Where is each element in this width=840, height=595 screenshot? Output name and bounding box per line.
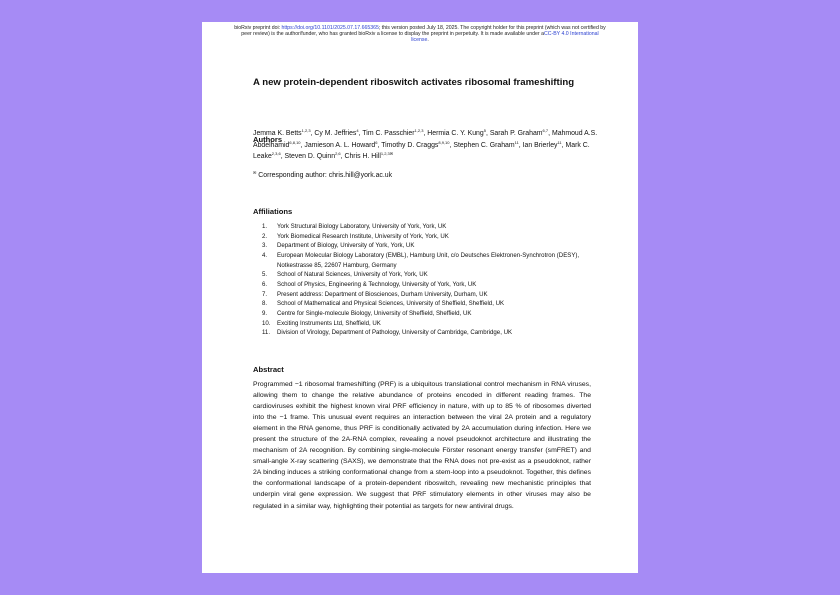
- author-name: Mark C. Leake: [253, 141, 590, 160]
- author-affiliation-marker: 11: [557, 139, 562, 145]
- author-name: Hermia C. Y. Kung: [427, 130, 484, 137]
- affiliation-item: [262, 232, 592, 242]
- author-affiliation-marker: 4: [356, 128, 359, 133]
- affiliation-text: Centre for Single-molecule Biology, University of Sheffield, Sheffield, UK: [277, 309, 472, 317]
- affiliation-number: 1.: [262, 223, 268, 230]
- affiliation-item: [262, 309, 592, 319]
- affiliation-item: [262, 241, 592, 251]
- affiliation-number: 2.: [262, 232, 268, 240]
- affiliation-text: Exciting Instruments Ltd, Sheffield, UK: [277, 319, 381, 327]
- abstract-heading: Abstract: [253, 365, 284, 374]
- affiliation-item: [262, 290, 592, 300]
- affiliation-item: [262, 222, 592, 232]
- author-name: Ian Brierley: [522, 141, 558, 149]
- author-affiliation-marker: 11: [514, 139, 519, 145]
- doi-link[interactable]: https://doi.org/10.1101/2025.07.17.665365: [281, 25, 379, 31]
- author-affiliation-marker: 6: [375, 139, 378, 145]
- affiliation-number: 3.: [262, 242, 268, 250]
- banner-text: ; this version posted July 18, 2025. The copyright holder for this preprint (which was not certified by peer review) is the author/funder, who has granted bioRxiv a license to display the preprint in perpetuity. It is made available under a: [241, 25, 606, 37]
- license-link[interactable]: CC-BY 4.0 International license: [411, 31, 599, 43]
- affiliation-text: Present address: Department of Biosciences, Durham University, Durham, UK: [277, 290, 488, 298]
- author-list: Jemma K. Betts$^{1,2,3}$, Cy M. Jeffries$^4$, Tim C. Passchier$^{1,2,3}$, Hermia C. Y. Kung$^5$, Sarah P. Graham$^{6,7}$, Mahmoud A.S. Abdelhamid$^{6,8,10}$, Jamieson A. L. Howard$^6$, Timothy D. Craggs$^{8,9,10}$, Stephen C. Graham$^{11}$, Ian Brierley$^{11}$, Mark C. Leake$^{2,3,6}$, Steven D. Quinn$^{2,6}$, Chris H. Hill$^{1,2,3✉}$: [253, 128, 598, 160]
- author-affiliation-marker: 2,3,6: [271, 151, 281, 156]
- affiliation-number: 11.: [262, 329, 271, 337]
- affiliation-item: [262, 270, 592, 280]
- banner-text: .: [427, 37, 429, 43]
- author-name: Mahmoud A.S. Abdelhamid: [253, 130, 598, 149]
- author-name: Jemma K. Betts: [253, 130, 302, 137]
- envelope-icon: ✉: [253, 170, 257, 175]
- affiliation-text: School of Physics, Engineering & Technology, University of York, York, UK: [277, 280, 477, 288]
- affiliation-list: [262, 222, 592, 338]
- affiliation-item: [262, 251, 592, 270]
- author-affiliation-marker: 6,7: [542, 128, 549, 133]
- authors-heading: Authors: [253, 135, 283, 144]
- affiliation-text: School of Mathematical and Physical Sciences, University of Sheffield, Sheffield, UK: [277, 300, 505, 308]
- author-name: Steven D. Quinn: [284, 153, 336, 160]
- abstract-text: Programmed −1 ribosomal frameshifting (PRF) is a ubiquitous translational control mechanism in RNA viruses, allowing them to change the relative abundance of proteins encoded in different reading frames. The cardioviruses exhibit the highest known viral PRF efficiency in nature, with up to 85 % of ribosomes diverted into the −1 frame. This unusual event requires an interaction between the viral 2A protein and a regulatory element in the RNA genome, thus PRF is conditionally activated by 2A accumulation during infection. Here we present the structure of the 2A-RNA complex, revealing a novel pseudoknot architecture and illustrating the mechanism of 2A recognition. By combining single-molecule Förster resonant energy transfer (smFRET) and small-angle X-ray scattering (SAXS), we demonstrate that the RNA does not pre-exist as a pseudoknot, rather 2A binding induces a striking conformational change from a stem-loop into a pseudoknot. Together, this defines the conformational landscape of a protein-dependent riboswitch, revealing new mechanistic principles that underpin viral gene expression. We suggest that PRF stimulatory elements in other viruses may also be regulated in a similar way, highlighting their potential as targets for new antiviral drugs.: [253, 381, 591, 510]
- affiliation-text: European Molecular Biology Laboratory (EMBL), Hamburg Unit, c/o Deutsches Elektronen-Synchrotron (DESY), Notkestrasse 85, 22607 Hamburg, Germany: [277, 251, 580, 269]
- author-affiliation-marker: 1,2,3: [414, 128, 424, 133]
- affiliation-item: [262, 319, 592, 329]
- affiliation-number: 10.: [262, 319, 271, 327]
- author-name: Tim C. Passchier: [362, 130, 415, 137]
- author-affiliation-marker: 2,6: [335, 151, 341, 156]
- corresponding-author: [253, 171, 593, 180]
- corresponding-text: Corresponding author: chris.hill@york.ac.uk: [256, 172, 393, 179]
- affiliation-number: 8.: [262, 300, 268, 308]
- author-affiliation-marker: 8,9,10: [438, 139, 450, 145]
- author-affiliation-marker: 6,8,10: [289, 139, 301, 145]
- author-name: Stephen C. Graham: [453, 141, 515, 149]
- affiliation-text: York Biomedical Research Institute, University of York, York, UK: [277, 232, 449, 240]
- affiliation-number: 7.: [262, 290, 268, 298]
- affiliation-item: [262, 280, 592, 290]
- affiliation-number: 9.: [262, 309, 268, 317]
- author-name: Cy M. Jeffries: [314, 130, 357, 137]
- author-affiliation-marker: 1,2,3: [301, 128, 311, 133]
- paper-title: A new protein-dependent riboswitch activates ribosomal frameshifting: [253, 77, 575, 88]
- affiliation-text: York Structural Biology Laboratory, University of York, York, UK: [277, 223, 447, 230]
- preprint-page: [202, 22, 638, 573]
- author-name: Sarah P. Graham: [489, 130, 543, 137]
- affiliation-number: 6.: [262, 280, 268, 288]
- affiliation-text: Division of Virology, Department of Pathology, University of Cambridge, Cambridge, UK: [277, 329, 513, 337]
- preprint-banner: [232, 25, 608, 43]
- affiliation-number: 5.: [262, 271, 268, 279]
- author-name: Timothy D. Craggs: [381, 141, 439, 149]
- affiliation-text: School of Natural Sciences, University of York, York, UK: [277, 271, 428, 279]
- author-affiliation-marker: 1,2,3✉: [380, 151, 394, 156]
- affiliation-item: [262, 328, 592, 338]
- affiliation-text: Department of Biology, University of York, York, UK: [277, 242, 415, 250]
- affiliations-heading: Affiliations: [253, 207, 293, 216]
- author-name: Jamieson A. L. Howard: [304, 141, 376, 149]
- affiliation-item: [262, 299, 592, 309]
- author-name: Chris H. Hill: [344, 153, 381, 160]
- affiliation-number: 4.: [262, 251, 268, 259]
- banner-text: bioRxiv preprint doi:: [234, 25, 282, 31]
- author-affiliation-marker: 5: [483, 128, 486, 133]
